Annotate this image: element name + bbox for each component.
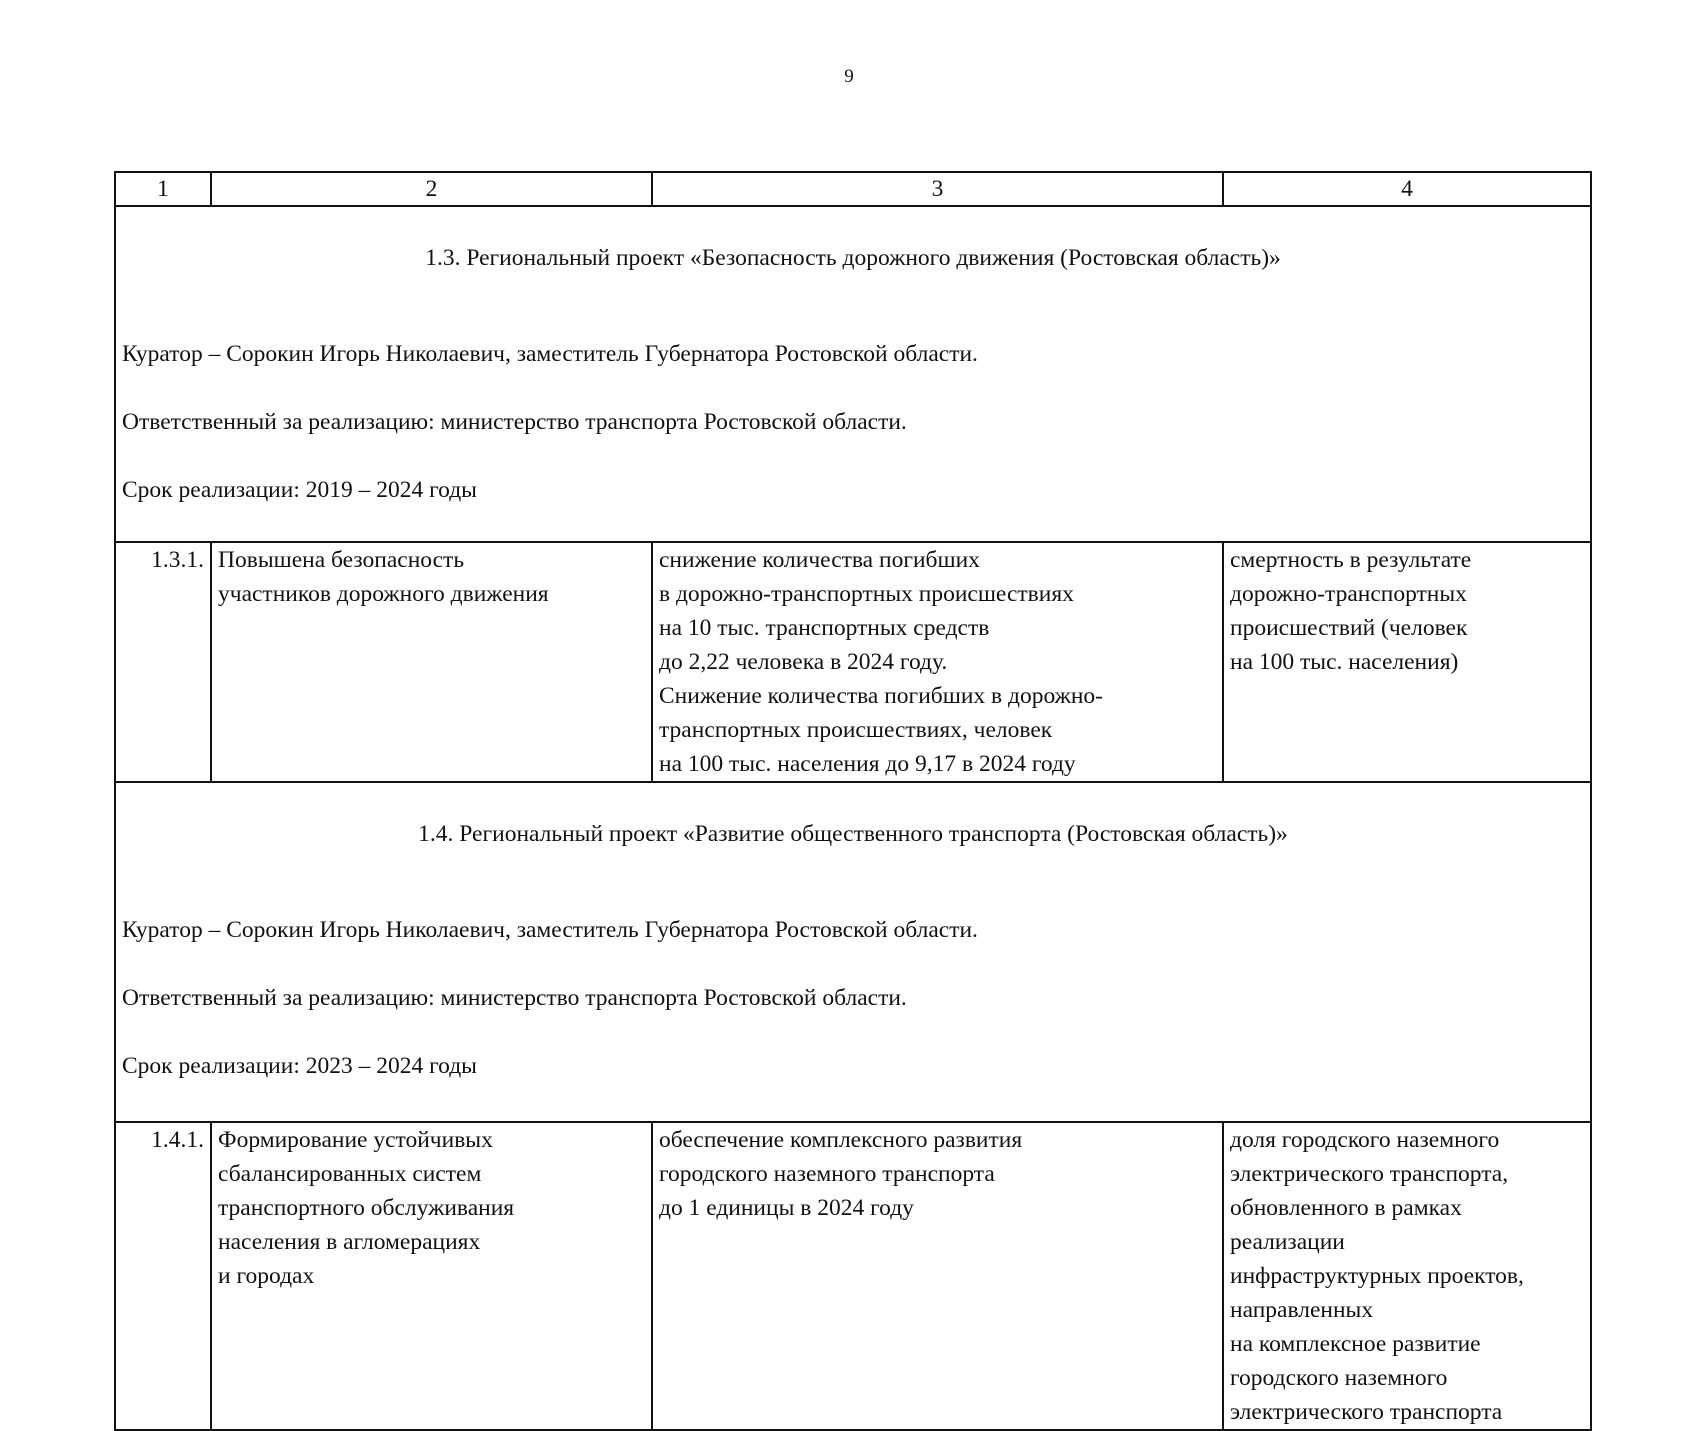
- section-title: 1.3. Региональный проект «Безопасность дорожного движения (Ростовская область)»: [425, 245, 1281, 271]
- table-row: [115, 1122, 1591, 1430]
- row-number: 1.3.1.: [115, 542, 211, 782]
- row-number: 1.4.1.: [115, 1122, 211, 1430]
- column-header-1: 1: [115, 172, 211, 206]
- table-row: [115, 542, 1591, 782]
- row-task: Повышена безопасность участников дорожного движения: [211, 542, 652, 782]
- section-row: [115, 206, 1591, 542]
- measures-table: [114, 171, 1592, 1431]
- page-number: 9: [844, 66, 854, 87]
- row-result: обеспечение комплексного развития городского наземного транспорта до 1 единицы в 2024 году: [652, 1122, 1223, 1430]
- section-curator: Куратор – Сорокин Игорь Николаевич, заместитель Губернатора Ростовской области.: [122, 341, 978, 367]
- row-task: Формирование устойчивых сбалансированных систем транспортного обслуживания населения в агломерациях и городах: [211, 1122, 652, 1430]
- column-header-2: 2: [211, 172, 652, 206]
- section-curator: Куратор – Сорокин Игорь Николаевич, заместитель Губернатора Ростовской области.: [122, 917, 978, 943]
- row-indicator: доля городского наземного электрического транспорта, обновленного в рамках реализации инфраструктурных проектов, направленных на комплексное развитие городского наземного электрического транспорта: [1223, 1122, 1591, 1430]
- section-cell: [115, 206, 1591, 542]
- column-header-3: 3: [652, 172, 1223, 206]
- section-row: [115, 782, 1591, 1122]
- table-header-row: [115, 172, 1591, 206]
- section-cell: [115, 782, 1591, 1122]
- section-responsible: Ответственный за реализацию: министерство транспорта Ростовской области.: [122, 409, 907, 435]
- column-header-4: 4: [1223, 172, 1591, 206]
- section-term: Срок реализации: 2023 – 2024 годы: [122, 1053, 477, 1079]
- row-indicator: смертность в результате дорожно-транспортных происшествий (человек на 100 тыс. населения): [1223, 542, 1591, 782]
- section-term: Срок реализации: 2019 – 2024 годы: [122, 477, 477, 503]
- row-result: снижение количества погибших в дорожно-транспортных происшествиях на 10 тыс. транспортных средств до 2,22 человека в 2024 году. Снижение количества погибших в дорожно- транспортных происшествиях, человек на 100 тыс. населения до 9,17 в 2024 году: [652, 542, 1223, 782]
- section-responsible: Ответственный за реализацию: министерство транспорта Ростовской области.: [122, 985, 907, 1011]
- section-title: 1.4. Региональный проект «Развитие общественного транспорта (Ростовская область)»: [418, 821, 1288, 847]
